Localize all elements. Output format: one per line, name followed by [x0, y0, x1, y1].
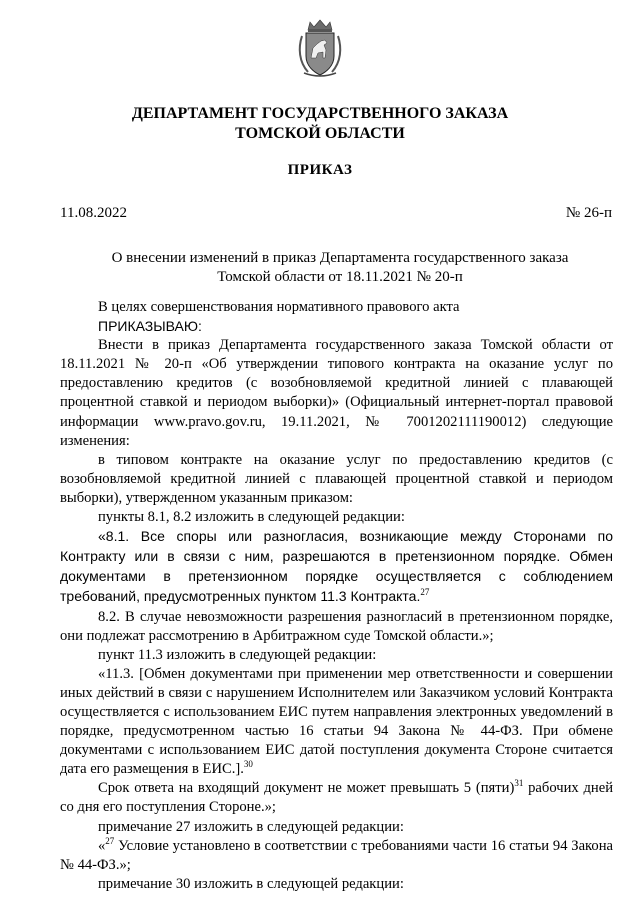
- paragraph-note-27: [60, 837, 613, 875]
- response-term-text-a: Срок ответа на входящий документ не может превышать 5 (пяти): [98, 780, 515, 797]
- subject-line1: О внесении изменений в приказ Департамента государственного заказа: [111, 250, 569, 266]
- paragraph-item-8-1: [60, 527, 613, 607]
- document-date: 11.08.2022: [60, 205, 127, 221]
- document-number: № 26-п: [565, 205, 612, 221]
- paragraph-order-keyword: ПРИКАЗЫВАЮ:: [98, 318, 202, 335]
- coat-of-arms-icon: [296, 18, 344, 78]
- organization-name-line2: ТОМСКОЙ ОБЛАСТИ: [235, 125, 405, 142]
- item-8-1-text: «8.1. Все споры или разногласия, возникающие между Сторонами по Контракту или в связи с ним, разрешаются в претензионном порядке. Обмен документами в претензионном порядке осуществляется с соблюдением требований, предусмотренных пунктом 11.3 Контракта.: [60, 528, 613, 605]
- note-27-open-quote: «: [98, 837, 106, 854]
- paragraph-response-term: [60, 779, 613, 817]
- paragraph-contract-scope: в типовом контракте на оказание услуг по предоставлению кредитов (с возобновляемой кредитной линией с плавающей процентной ставкой и периодом выборки), утвержденном указанным приказом:: [60, 451, 613, 506]
- organization-name-line1: ДЕПАРТАМЕНТ ГОСУДАРСТВЕННОГО ЗАКАЗА: [131, 105, 509, 122]
- paragraph-note-27-intro: примечание 27 изложить в следующей редакции:: [98, 818, 404, 835]
- footnote-ref-30: 30: [243, 759, 253, 770]
- response-term-text-b: рабочих дней со дня его поступления Стороне.»;: [60, 780, 613, 816]
- paragraph-preamble: В целях совершенствования нормативного правового акта: [98, 299, 460, 315]
- note-27-number: 27: [105, 835, 115, 846]
- paragraph-note-30-intro: примечание 30 изложить в следующей редакции:: [98, 875, 404, 892]
- item-11-3-text: «11.3. [Обмен документами при применении мер ответственности и совершении иных действий в связи с нарушением Исполнителем или Заказчиком условий Контракта осуществляется с использованием ЕИС путем направления электронных уведомлений в порядке, предусмотренном частью 16 статьи 94 Закона № 44-ФЗ. При обмене документами с использованием ЕИС датой поступления документа Стороне считается дата его размещения в ЕИС.].: [60, 665, 613, 778]
- paragraph-item-11-3: [60, 665, 613, 780]
- paragraph-item-11-3-intro: пункт 11.3 изложить в следующей редакции:: [98, 646, 377, 663]
- note-27-text: Условие установлено в соответствии с требованиями части 16 статьи 94 Закона № 44-ФЗ.»;: [60, 837, 613, 873]
- paragraph-main-instruction: Внести в приказ Департамента государственного заказа Томской области от 18.11.2021 № 20-п «Об утверждении типового контракта на оказание услуг по предоставлению кредитов (с возобновляемой кредитной линией с плавающей процентной ставкой и периодом выборки)» (Официальный интернет-портал правовой информации www.pravo.gov.ru, 19.11.2021, № 7001202111190012) следующие изменения:: [60, 337, 613, 449]
- document-type: ПРИКАЗ: [287, 162, 353, 178]
- footnote-ref-27: 27: [420, 587, 430, 598]
- document-body: [60, 298, 613, 894]
- subject-line2: Томской области от 18.11.2021 № 20-п: [217, 269, 463, 285]
- paragraph-item-8-2: 8.2. В случае невозможности разрешения разногласий в претензионном порядке, они подлежат рассмотрению в Арбитражном суде Томской области.»;: [60, 608, 613, 644]
- paragraph-items-8: пункты 8.1, 8.2 изложить в следующей редакции:: [98, 509, 405, 526]
- footnote-ref-31: 31: [514, 778, 524, 789]
